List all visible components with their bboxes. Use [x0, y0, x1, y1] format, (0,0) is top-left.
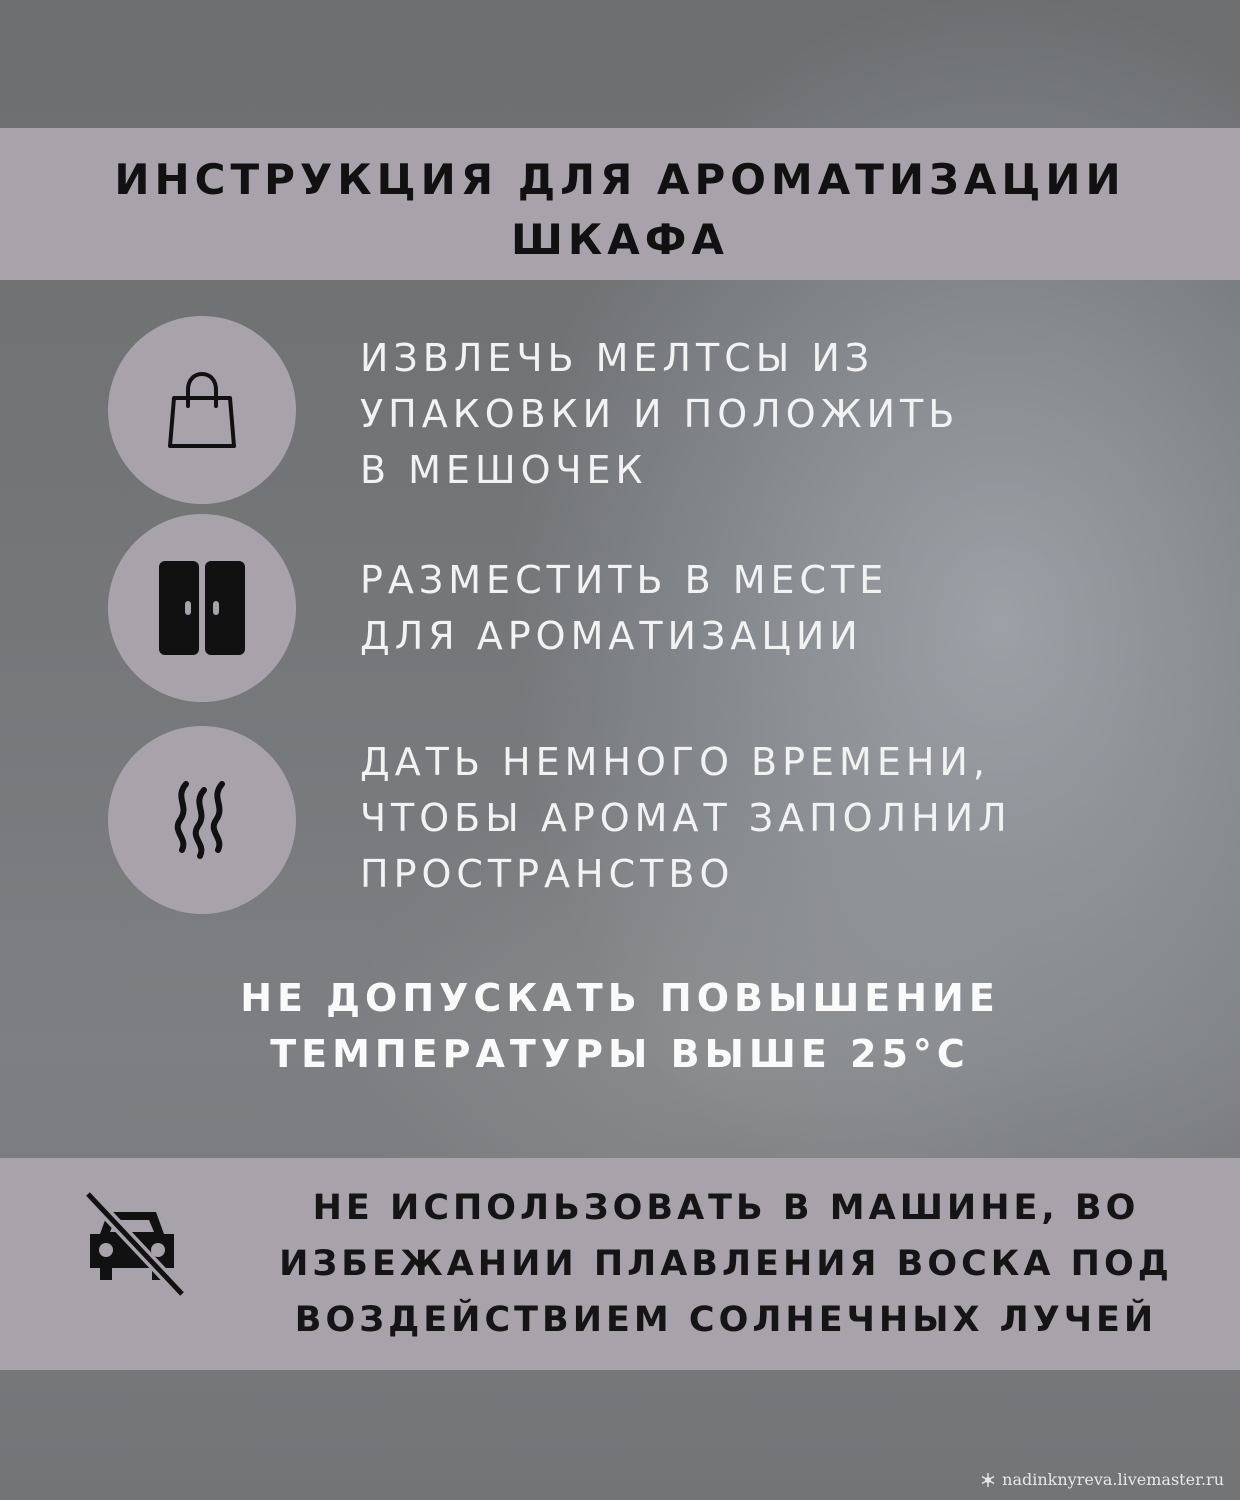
watermark	[980, 1470, 1224, 1489]
step-1-line-1: ИЗВЛЕЧЬ МЕЛТСЫ ИЗ	[360, 336, 875, 380]
step-1-line-3: В МЕШОЧЕК	[360, 448, 648, 492]
no-car-icon	[78, 1190, 186, 1298]
step-2-line-2: ДЛЯ АРОМАТИЗАЦИИ	[360, 614, 863, 658]
notice-line-1: НЕ ИСПОЛЬЗОВАТЬ В МАШИНЕ, ВО	[312, 1188, 1140, 1228]
watermark-text: nadinknyreva.livemaster.ru	[1002, 1470, 1224, 1489]
step-3-line-3: ПРОСТРАНСТВО	[360, 852, 735, 896]
notice-line-3: ВОЗДЕЙСТВИЕМ СОЛНЕЧНЫХ ЛУЧЕЙ	[294, 1300, 1158, 1340]
warning-line-1: НЕ ДОПУСКАТЬ ПОВЫШЕНИЕ	[240, 976, 1000, 1020]
title-line-1: ИНСТРУКЦИЯ ДЛЯ АРОМАТИЗАЦИИ	[114, 155, 1126, 204]
title-line-2: ШКАФА	[511, 215, 729, 264]
car-usage-notice	[226, 1180, 1226, 1348]
snowflake-logo-icon	[980, 1472, 996, 1488]
step-1-line-2: УПАКОВКИ И ПОЛОЖИТЬ	[360, 392, 960, 436]
step-3-line-2: ЧТОБЫ АРОМАТ ЗАПОЛНИЛ	[360, 796, 1012, 840]
step-2-icon-circle	[108, 514, 296, 702]
step-2-text	[360, 552, 888, 664]
notice-line-2: ИЗБЕЖАНИИ ПЛАВЛЕНИЯ ВОСКА ПОД	[279, 1244, 1173, 1284]
page-title	[0, 150, 1240, 270]
aroma-waves-icon	[170, 780, 234, 860]
step-1-icon-circle	[108, 316, 296, 504]
step-3-line-1: ДАТЬ НЕМНОГО ВРЕМЕНИ,	[360, 740, 990, 784]
shopping-bag-icon	[162, 370, 242, 450]
step-2-line-1: РАЗМЕСТИТЬ В МЕСТЕ	[360, 558, 889, 602]
step-3-icon-circle	[108, 726, 296, 914]
step-1-text	[360, 330, 959, 498]
step-3-text	[360, 734, 1012, 902]
temperature-warning	[0, 970, 1240, 1082]
warning-line-2: ТЕМПЕРАТУРЫ ВЫШЕ 25°С	[270, 1032, 970, 1076]
wardrobe-icon	[159, 561, 245, 655]
